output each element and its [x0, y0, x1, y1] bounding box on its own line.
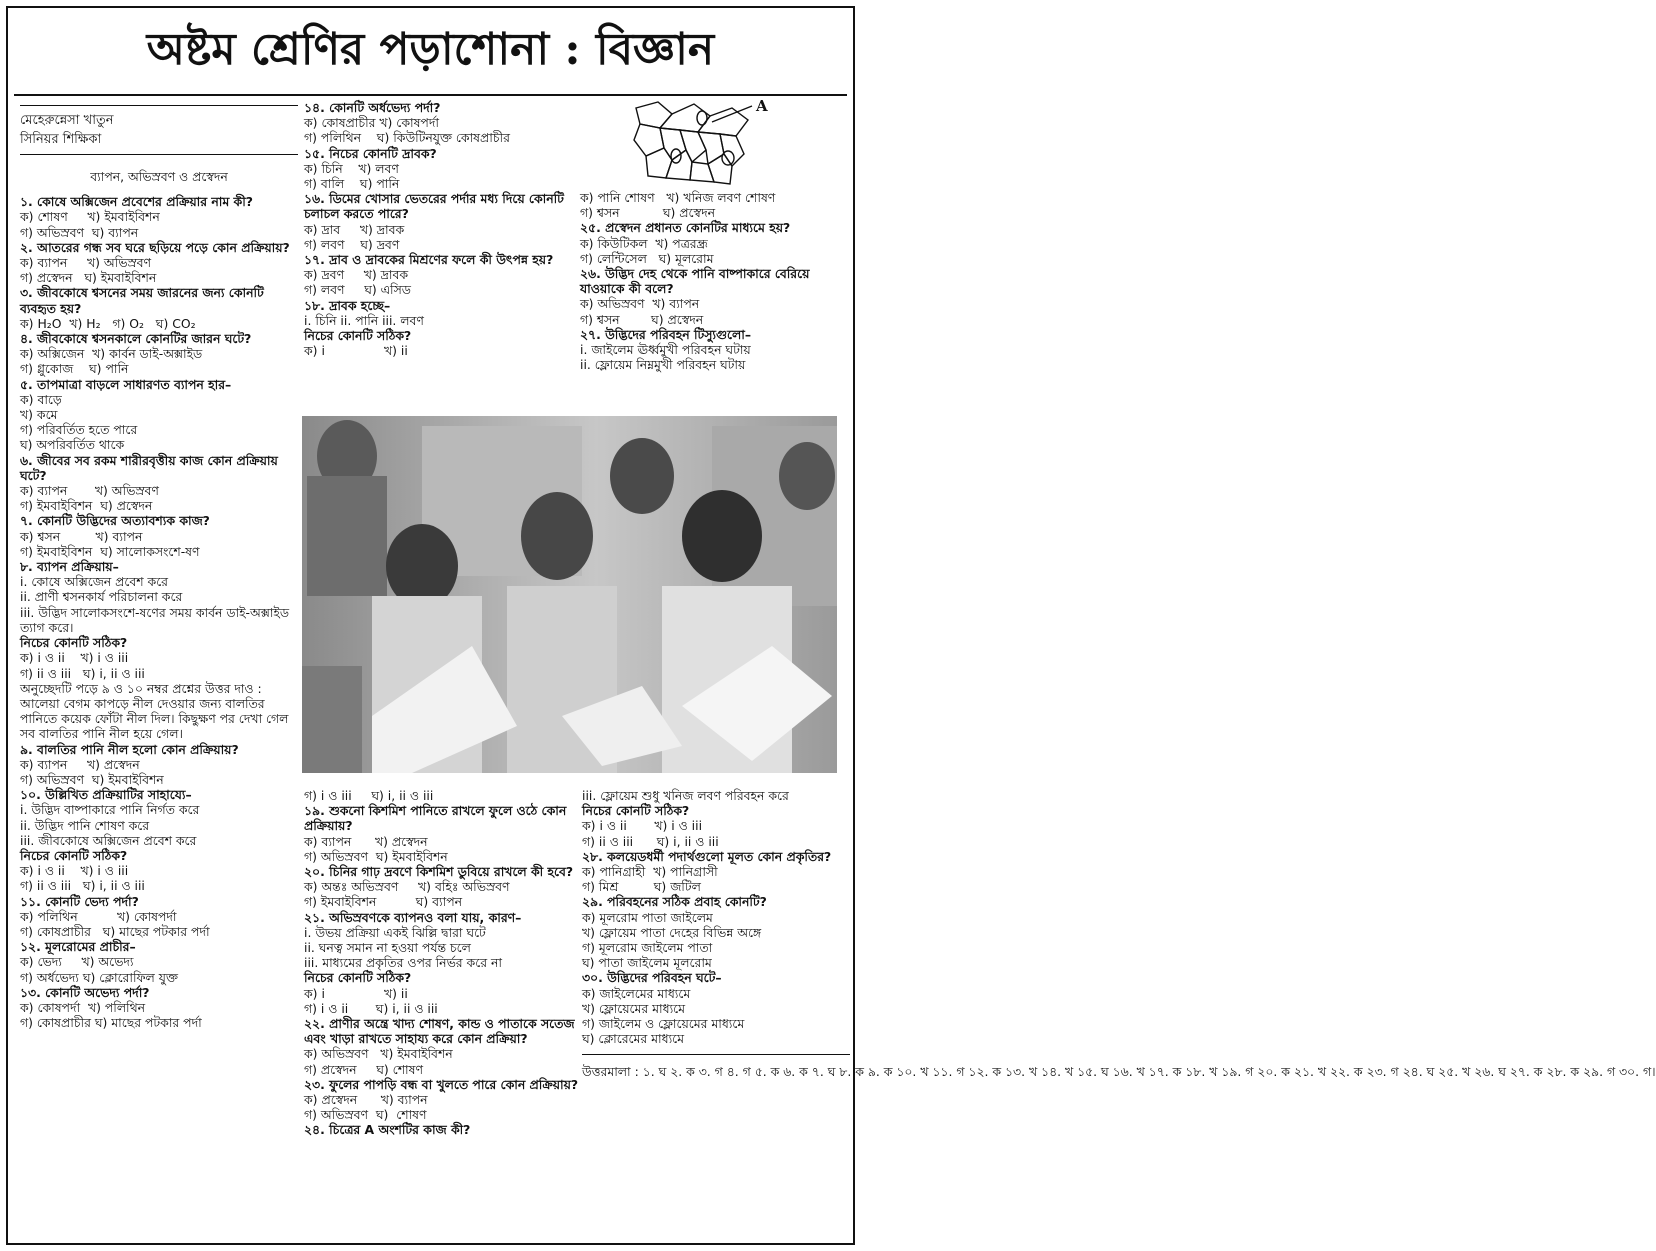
question-text: ১৭. দ্রাব ও দ্রাবকের মিশ্রণের ফলে কী উৎপন্ন হয়?	[304, 252, 554, 268]
option-text: ক) বাড়ে	[20, 391, 62, 407]
option-text: i. উদ্ভিদ বাষ্পাকারে পানি নির্গত করে	[20, 802, 200, 818]
question-text: ১৪. কোনটি অর্ধভেদ্য পর্দা?	[304, 100, 441, 115]
option-text: গ) পরিবর্তিত হতে পারে	[20, 422, 138, 438]
option-text: গ) গ্লুকোজ ঘ) পানি	[20, 361, 129, 377]
question-text: ৯. বালতির পানি নীল হলো কোন প্রক্রিয়ায়?	[20, 741, 239, 757]
question-text: ৩. জীবকোষে শ্বসনের সময় জারনের জন্য কোনটি ব্যবহৃত হয়?	[20, 285, 264, 316]
option-text: iii. ফ্লোয়েম শুধু খনিজ লবণ পরিবহন করে	[582, 788, 789, 803]
option-text: ক) i খ) ii	[304, 343, 408, 359]
question-list-c2	[582, 788, 850, 1046]
question-text: নিচের কোনটি সঠিক?	[20, 635, 128, 651]
question-text: ২৯. পরিবহনের সঠিক প্রবাহ কোনটি?	[582, 894, 767, 910]
option-text: গ) পলিথিন ঘ) কিউটিনযুক্ত কোষপ্রাচীর	[304, 130, 510, 146]
photo-illustration	[302, 416, 837, 773]
option-text: ক) শ্বসন খ) ব্যাপন	[20, 528, 143, 544]
option-text: ঘ) অপরিবর্তিত থাকে	[20, 437, 125, 453]
option-text: i. কোষে অক্সিজেন প্রবেশ করে	[20, 574, 168, 590]
question-list-b2	[304, 788, 580, 1138]
option-text: ii. ঘনত্ব সমান না হওয়া পর্যন্ত চলে	[304, 940, 471, 956]
option-text: গ) ইমবাইবিশন ঘ) প্রস্বেদন	[20, 498, 153, 514]
option-text: ক) ভেদ্য খ) অভেদ্য	[20, 954, 134, 970]
option-text: গ) ইমবাইবিশন ঘ) সালোকসংশে-ষণ	[20, 543, 200, 559]
option-text: গ) ইমবাইবিশন ঘ) ব্যাপন	[304, 894, 463, 910]
question-list-a	[20, 194, 298, 1030]
photo-students-reading	[302, 416, 837, 773]
newspaper-page	[6, 6, 1656, 1245]
option-text: গ) লবণ ঘ) এসিড	[304, 282, 411, 298]
question-text: নিচের কোনটি সঠিক?	[304, 328, 412, 344]
title-rule	[14, 94, 847, 96]
question-text: ১৫. নিচের কোনটি দ্রাবক?	[304, 145, 437, 161]
column-middle-top	[304, 100, 570, 412]
question-text: ২৭. উদ্ভিদের পরিবহন টিস্যুগুলো–	[580, 326, 752, 342]
question-list-c1	[580, 190, 850, 372]
option-text: i. চিনি ii. পানি iii. লবণ	[304, 312, 424, 328]
option-text: আলেয়া বেগম কাপড়ে নীল দেওয়ার জন্য বালতির পানিতে কয়েক ফোঁটা নীল দিল। কিছুক্ষণ পর দেখা গেল সব বালতির পানি নীল হয়ে গেল।	[20, 695, 289, 742]
column-right-top	[580, 97, 850, 400]
option-text: ii. ফ্লোয়েম নিম্নমুখী পরিবহন ঘটায়	[580, 357, 746, 373]
question-text: ২৩. ফুলের পাপড়ি বন্ধ বা খুলতে পারে কোন প্রক্রিয়ায়?	[304, 1076, 579, 1092]
question-text: ২৮. কলয়েডধর্মী পদার্থগুলো মূলত কোন প্রকৃতির?	[582, 848, 832, 864]
question-text: ২৪. চিত্রের A অংশটির কাজ কী?	[304, 1122, 471, 1138]
question-text: ৭. কোনটি উদ্ভিদের অত্যাবশ্যক কাজ?	[20, 513, 210, 529]
option-text: গ) জাইলেম ও ফ্লোয়েমের মাধ্যমে	[582, 1016, 745, 1032]
option-text: গ) শ্বসন ঘ) প্রস্বেদন	[580, 205, 715, 221]
option-text: গ) কোষপ্রাচীর ঘ) মাছের পটকার পর্দা	[20, 923, 210, 939]
column-left	[20, 100, 298, 1240]
option-text: গ) বালি ঘ) পানি	[304, 176, 400, 192]
option-text: খ) ফ্লোয়েমের মাধ্যমে	[582, 1000, 686, 1016]
question-list-b1	[304, 100, 570, 358]
column-right-bottom	[582, 788, 1656, 1238]
question-text: ৫. তাপমাত্রা বাড়লে সাধারণত ব্যাপন হার–	[20, 376, 232, 392]
option-text: ক) অভিস্রবণ খ) ইমবাইবিশন	[304, 1046, 453, 1062]
option-text: ক) H₂O খ) H₂ গ) O₂ ঘ) CO₂	[20, 315, 196, 331]
option-text: ক) চিনি খ) লবণ	[304, 160, 399, 176]
option-text: ঘ) ক্লোরেমের মাধ্যমে	[582, 1031, 685, 1047]
question-text: ১৯. শুকনো কিশমিশ পানিতে রাখলে ফুলে ওঠে কোন প্রক্রিয়ায়?	[304, 803, 567, 834]
option-text: খ) ফ্লোয়েম পাতা দেহের বিভিন্ন অঙ্গে	[582, 924, 762, 940]
option-text: ক) ব্যাপন খ) অভিস্রবণ	[20, 483, 159, 499]
option-text: খ) কমে	[20, 407, 58, 423]
option-text: গ) মূলরোম জাইলেম পাতা	[582, 940, 713, 956]
option-text: অনুচ্ছেদটি পড়ে ৯ ও ১০ নম্বর প্রশ্নের উত্তর দাও :	[20, 680, 262, 696]
question-text: ১২. মূলরোমের প্রাচীর–	[20, 939, 136, 955]
option-text: ক) দ্রবণ খ) দ্রাবক	[304, 267, 409, 283]
author-role: সিনিয়র শিক্ষিকা	[20, 132, 102, 147]
option-text: ii. প্রাণী শ্বসনকার্য পরিচালনা করে	[20, 589, 183, 605]
question-text: ২২. প্রাণীর অন্ত্রে খাদ্য শোষণ, কান্ড ও পাতাকে সতেজ এবং খাড়া রাখতে সাহায্য করে কোন প্রক্রিয়া?	[304, 1016, 575, 1047]
question-text: নিচের কোনটি সঠিক?	[20, 847, 128, 863]
answer-key	[582, 1054, 1656, 1081]
question-text: ৪. জীবকোষে শ্বসনকালে কোনটির জারন ঘটে?	[20, 331, 252, 347]
question-text: ২. আতরের গন্ধ সব ঘরে ছড়িয়ে পড়ে কোন প্রক্রিয়ায়?	[20, 239, 290, 255]
option-text: গ) প্রস্বেদন ঘ) শোষণ	[304, 1061, 423, 1077]
option-text: ক) অভিস্রবণ খ) ব্যাপন	[580, 296, 700, 312]
option-text: ক) পানি শোষণ খ) খনিজ লবণ শোষণ	[580, 190, 776, 205]
option-text: গ) ii ও iii ঘ) i, ii ও iii	[20, 665, 145, 681]
question-text: ১৩. কোনটি অভেদ্য পর্দা?	[20, 984, 150, 1000]
option-text: গ) শ্বসন ঘ) প্রস্বেদন	[580, 311, 704, 327]
question-text: ৮. ব্যাপন প্রক্রিয়ায়–	[20, 559, 119, 575]
option-text: গ) মিশ্র ঘ) জটিল	[582, 879, 701, 895]
option-text: i. জাইলেম ঊর্ধ্বমুখী পরিবহন ঘটায়	[580, 342, 751, 358]
option-text: ক) কোষপর্দা খ) পলিথিন	[20, 999, 146, 1015]
option-text: গ) অভিস্রবণ ঘ) ব্যাপন	[20, 224, 139, 240]
option-text: ক) পলিথিন খ) কোষপর্দা	[20, 908, 177, 924]
question-text: ২১. অভিস্রবণকে ব্যাপনও বলা যায়, কারণ–	[304, 909, 522, 925]
option-text: ক) পানিগ্রাহী খ) পানিগ্রাসী	[582, 864, 718, 880]
option-text: গ) লেন্টিসেল ঘ) মূলরোম	[580, 250, 714, 266]
question-text: ১. কোষে অক্সিজেন প্রবেশের প্রক্রিয়ার নাম কী?	[20, 194, 253, 210]
option-text: গ) ii ও iii ঘ) i, ii ও iii	[20, 878, 145, 894]
option-text: iii. জীবকোষে অক্সিজেন প্রবেশ করে	[20, 832, 197, 848]
question-text: ১৮. দ্রাবক হচ্ছে–	[304, 297, 391, 313]
author-rule-bottom	[20, 154, 298, 155]
option-text: ক) i ও ii খ) i ও iii	[20, 863, 129, 879]
option-text: ক) i ও ii খ) i ও iii	[582, 818, 703, 834]
option-text: ক) ব্যাপন খ) প্রস্বেদন	[20, 756, 140, 772]
option-text: ক) জাইলেমের মাধ্যমে	[582, 985, 691, 1001]
option-text: ক) কিউটিকল খ) পত্ররন্ধ্র	[580, 235, 708, 251]
option-text: গ) অর্ধভেদ্য ঘ) ক্লোরোফিল যুক্ত	[20, 969, 178, 985]
option-text: ক) কোষপ্রাচীর খ) কোষপর্দা	[304, 115, 439, 131]
option-text: ঘ) পাতা জাইলেম মূলরোম	[582, 955, 712, 971]
option-text: গ) ii ও iii ঘ) i, ii ও iii	[582, 833, 719, 849]
question-text: নিচের কোনটি সঠিক?	[582, 803, 690, 819]
option-text: গ) কোষপ্রাচীর ঘ) মাছের পটকার পর্দা	[20, 1015, 202, 1031]
question-text: ২০. চিনির গাঢ় দ্রবণে কিশমিশ ডুবিয়ে রাখলে কী হবে?	[304, 864, 574, 880]
option-text: গ) i ও ii ঘ) i, ii ও iii	[304, 1000, 438, 1016]
question-text: ২৫. প্রস্বেদন প্রধানত কোনটির মাধ্যমে হয়?	[580, 220, 791, 236]
option-text: গ) i ও iii ঘ) i, ii ও iii	[304, 788, 434, 803]
option-text: ক) প্রস্বেদন খ) ব্যাপন	[304, 1092, 428, 1108]
answer-key-text: উত্তরমালা : ১. ঘ ২. ক ৩. গ ৪. গ ৫. ক ৬. ক ৭. ঘ ৮. ক ৯. ক ১০. খ ১১. গ ১২. ক ১৩. খ ১৪. খ ১৫. ঘ ১৬. খ ১৭. ক ১৮. খ ১৯. গ ২০. ক ২১. খ ২২. ক ২৩. গ ২৪. ঘ ২৫. খ ২৬. ঘ ২৭. ক ২৮. ক ২৯. গ ৩০. গ।	[582, 1064, 1656, 1080]
author-name: মেহেরুন্নেসা খাতুন	[20, 113, 114, 128]
question-text: ১০. উল্লিখিত প্রক্রিয়াটির সাহায্যে–	[20, 787, 192, 803]
topic-heading: ব্যাপন, অভিস্রবণ ও প্রস্বেদন	[90, 169, 228, 184]
option-text: ক) ব্যাপন খ) প্রস্বেদন	[304, 833, 428, 849]
option-text: গ) অভিস্রবণ ঘ) ইমবাইবিশন	[20, 771, 164, 787]
option-text: গ) লবণ ঘ) দ্রবণ	[304, 236, 400, 252]
option-text: ক) শোষণ খ) ইমবাইবিশন	[20, 209, 160, 225]
option-text: iii. মাধ্যমের প্রকৃতির ওপর নির্ভর করে না	[304, 955, 502, 971]
option-text: i. উভয় প্রক্রিয়া একই ঝিল্লি দ্বারা ঘটে	[304, 924, 486, 940]
question-text: ২৬. উদ্ভিদ দেহ থেকে পানি বাষ্পাকারে বেরিয়ে যাওয়াকে কী বলে?	[580, 266, 810, 297]
question-text: ৬. জীবের সব রকম শারীরবৃত্তীয় কাজ কোন প্রক্রিয়ায় ঘটে?	[20, 452, 278, 483]
figure-label-a: A	[756, 97, 768, 115]
option-text: iii. উদ্ভিদ সালোকসংশে-ষণের সময় কার্বন ডাই-অক্সাইড ত্যাগ করে।	[20, 604, 289, 635]
option-text: ক) মূলরোম পাতা জাইলেম	[582, 909, 713, 925]
author-rule-top	[20, 105, 298, 106]
option-text: ক) i খ) ii	[304, 985, 408, 1001]
question-text: ৩০. উদ্ভিদের পরিবহন ঘটে–	[582, 970, 722, 986]
option-text: ii. উদ্ভিদ পানি শোষণ করে	[20, 817, 150, 833]
cell-diagram	[632, 97, 782, 186]
option-text: ক) দ্রাব খ) দ্রাবক	[304, 221, 405, 237]
page-title: অষ্টম শ্রেণির পড়াশোনা : বিজ্ঞান	[146, 24, 715, 75]
option-text: গ) অভিস্রবণ ঘ) শোষণ	[304, 1107, 427, 1123]
option-text: গ) প্রস্বেদন ঘ) ইমবাইবিশন	[20, 270, 157, 286]
option-text: গ) অভিস্রবণ ঘ) ইমবাইবিশন	[304, 848, 448, 864]
question-text: ১১. কোনটি ভেদ্য পর্দা?	[20, 893, 139, 909]
option-text: ক) অক্সিজেন খ) কার্বন ডাই-অক্সাইড	[20, 346, 203, 362]
option-text: ক) i ও ii খ) i ও iii	[20, 650, 129, 666]
question-text: নিচের কোনটি সঠিক?	[304, 970, 412, 986]
column-middle-bottom	[304, 788, 580, 1238]
question-text: ১৬. ডিমের খোসার ভেতরের পর্দার মধ্য দিয়ে কোনটি চলাচল করতে পারে?	[304, 191, 564, 222]
option-text: ক) অন্তঃ অভিস্রবণ খ) বহিঃ অভিস্রবণ	[304, 879, 510, 895]
option-text: ক) ব্যাপন খ) অভিস্রবণ	[20, 255, 152, 271]
